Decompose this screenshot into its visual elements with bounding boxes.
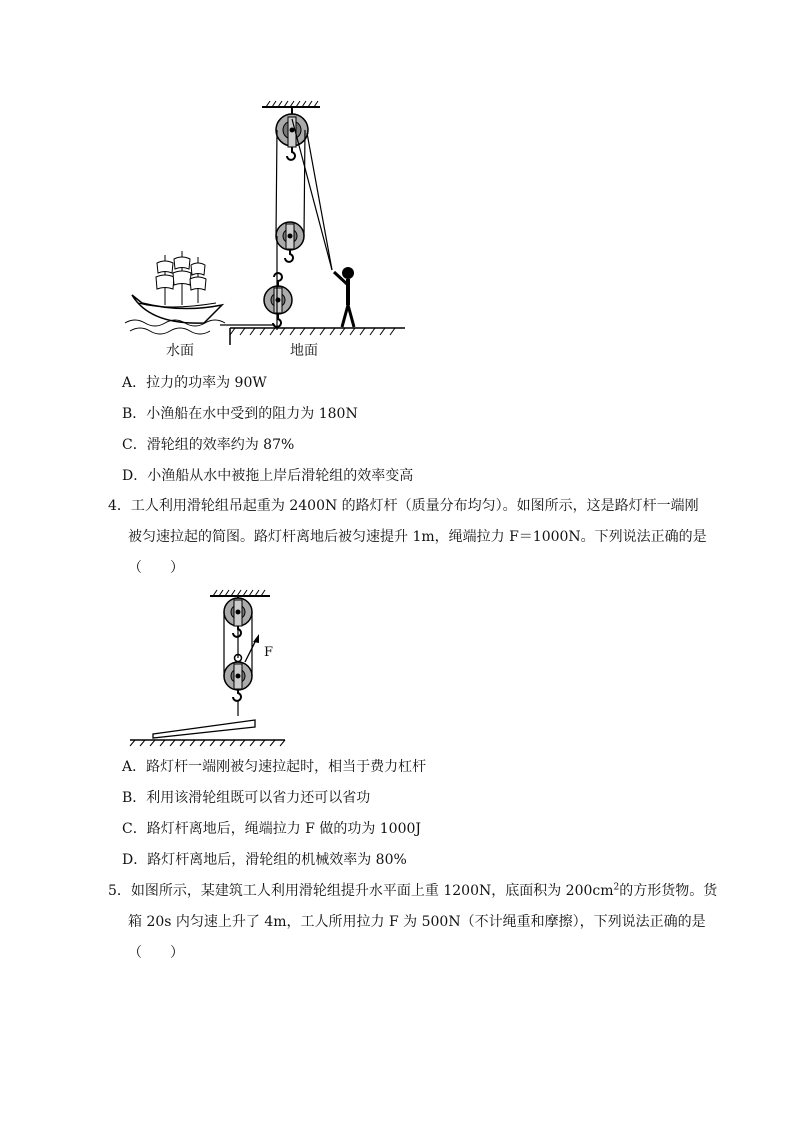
q3-option-c: C．滑轮组的效率约为 87% — [122, 437, 295, 453]
q5-answer-bracket: （ ） — [128, 945, 184, 961]
q5-stem-line1-text: 5．如图所示，某建筑工人利用滑轮组提升水平面上重 1200N，底面积为 200cm — [108, 883, 614, 899]
label-water-surface: 水面 — [166, 343, 194, 359]
label-ground: 地面 — [290, 343, 318, 359]
q3-option-d: D．小渔船从水中被拖上岸后滑轮组的效率变高 — [122, 468, 414, 484]
figure-boat-pulley — [120, 95, 420, 345]
q4-option-b: B．利用该滑轮组既可以省力还可以省功 — [122, 790, 371, 806]
q5-stem-line1 — [108, 881, 717, 901]
q5-stem-line1-end: 的方形货物。货 — [619, 883, 718, 899]
q4-option-d: D．路灯杆离地后，滑轮组的机械效率为 80% — [122, 852, 407, 868]
figure-lamp-pole-pulley — [125, 588, 295, 748]
q4-answer-bracket: （ ） — [128, 560, 184, 576]
q3-option-b: B．小渔船在水中受到的阻力为 180N — [122, 406, 358, 422]
q4-stem-line1: 4．工人利用滑轮组吊起重为 2400N 的路灯杆（质量分布均匀）。如图所示，这是路灯杆一端刚 — [108, 498, 699, 514]
q5-unit-exponent: 2 — [613, 882, 620, 893]
q4-stem-line2: 被匀速拉起的简图。路灯杆离地后被匀速提升 1m，绳端拉力 F＝1000N。下列说法正确的是 — [128, 529, 707, 545]
q4-option-c: C．路灯杆离地后，绳端拉力 F 做的功为 1000J — [122, 821, 422, 837]
q5-stem-line2: 箱 20s 内匀速上升了 4m，工人所用拉力 F 为 500N（不计绳重和摩擦），下列说法正确的是 — [128, 914, 706, 930]
q4-option-a: A．路灯杆一端刚被匀速拉起时，相当于费力杠杆 — [122, 759, 427, 775]
force-label-f: F — [264, 645, 274, 660]
q3-option-a: A．拉力的功率为 90W — [122, 375, 267, 391]
